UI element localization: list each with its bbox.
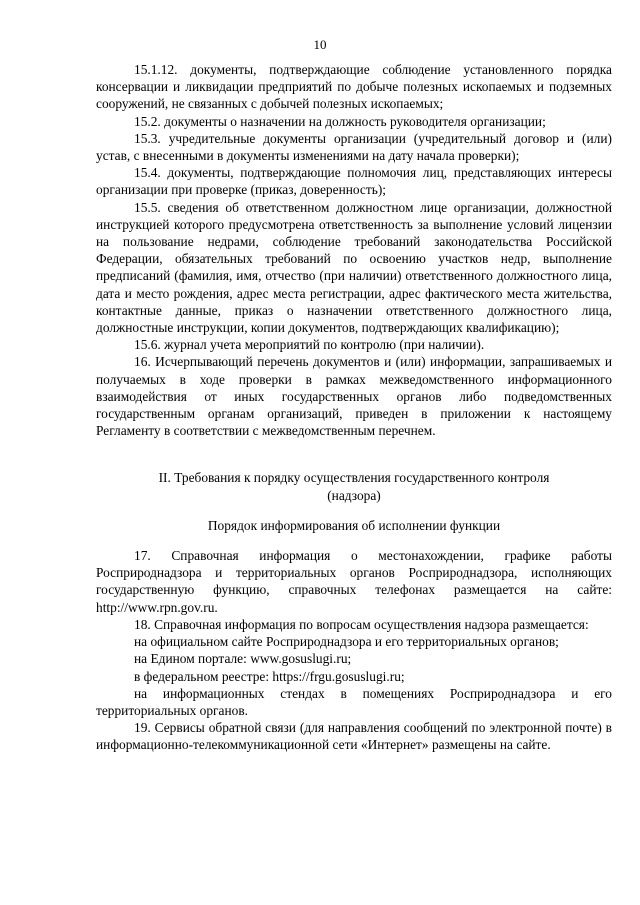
paragraph-15-5: 15.5. сведения об ответственном должностном лице организации, должностной инструкцией которого предусмотрена ответственность за выполнение условий лицензии на пользование недрами, соблюдение требований законодательства Российской Федерации, обязательных требований по освоению участков недр, выполнение предписаний (фамилия, имя, отчество (при наличии) ответственного должностного лица, дата и место рождения, адрес места регистрации, адрес фактического места жительства, контактные данные, приказ о назначении ответственного должностного лица, должностные инструкции, копии документов, подтверждающих квалификацию);: [96, 199, 612, 336]
paragraph-15-2: 15.2. документы о назначении на должность руководителя организации;: [134, 113, 546, 129]
paragraph-18-item-1: на официальном сайте Росприроднадзора и его территориальных органов;: [134, 634, 559, 650]
paragraph-19: 19. Сервисы обратной связи (для направления сообщений по электронной почте) в информационно-телекоммуникационной сети «Интернет» размещены на сайте.: [96, 720, 612, 753]
paragraph-18: 18. Справочная информация по вопросам осуществления надзора размещается:: [134, 616, 589, 632]
paragraph-17: 17. Справочная информация о местонахождении, графике работы Росприроднадзора и территориальных органов Росприроднадзора, исполняющих государственную функцию, справочных телефонах размещается на сайте: http://www.rpn.gov.ru.: [96, 548, 612, 615]
page-number: 10: [313, 37, 327, 52]
paragraph-18-item-2: на Едином портале: www.gosuslugi.ru;: [134, 651, 352, 667]
paragraph-15-3: 15.3. учредительные документы организации (учредительный договор и (или) устав, с внесенными в документы изменениями на дату начала проверки);: [96, 130, 612, 164]
paragraph-15-4: 15.4. документы, подтверждающие полномочия лиц, представляющих интересы организации при проверке (приказ, доверенность);: [96, 165, 612, 198]
paragraph-18-item-4: на информационных стендах в помещениях Росприроднадзора и его территориальных органов.: [96, 685, 612, 718]
paragraph-15-6: 15.6. журнал учета мероприятий по контролю (при наличии).: [134, 337, 485, 353]
paragraph-15-1-12: 15.1.12. документы, подтверждающие соблюдение установленного порядка консервации и ликвидации предприятий по добыче полезных ископаемых и подземных сооружений, не связанных с добычей полезных ископаемых;: [96, 62, 612, 112]
subsection-title: Порядок информирования об исполнении функции: [207, 517, 501, 533]
paragraph-16: 16. Исчерпывающий перечень документов и (или) информации, запрашиваемых и получаемых в ходе проверки в рамках межведомственного информационного взаимодействия от иных государственных органов либо подведомственных государственным органам организаций, приведен в приложении к настоящему Регламенту в соответствии с межведомственным перечнем.: [96, 354, 612, 439]
document-body: [96, 61, 612, 754]
section-title: II. Требования к порядку осуществления государственного контроля (надзора): [158, 470, 550, 503]
paragraph-18-item-3: в федеральном реестре: https://frgu.gosuslugi.ru;: [134, 668, 405, 684]
